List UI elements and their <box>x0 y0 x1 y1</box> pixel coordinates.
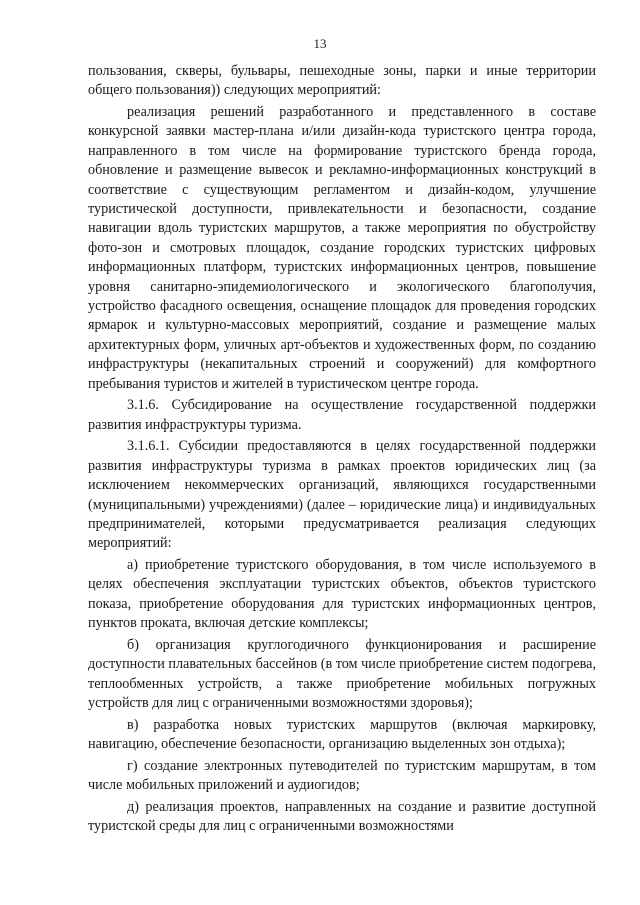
list-item-a: а) приобретение туристского оборудования, в том числе используемого в целях обеспечения эксплуатации туристских объектов, объектов туристского показа, приобретение оборудования для туристских информационных центров, пунктов проката, включая детские комплексы; <box>88 556 596 632</box>
list-item-g: г) создание электронных путеводителей по туристским маршрутам, в том числе мобильных приложений и аудиогидов; <box>88 757 596 793</box>
section-heading-3-1-6: 3.1.6. Субсидирование на осуществление государственной поддержки развития инфраструктуры туризма. <box>88 397 596 433</box>
list-item-v: в) разработка новых туристских маршрутов (включая маркировку, навигацию, обеспечение безопасности, организацию выделенных зон отдыха); <box>88 716 596 752</box>
list-item-d: д) реализация проектов, направленных на создание и развитие доступной туристской среды для лиц с ограниченными возможностями <box>88 798 596 834</box>
paragraph-master-plan: реализация решений разработанного и представленного в составе конкурсной заявки мастер-плана и/или дизайн-кода туристского центра города, направленного в том числе на формирование туристского бренда города, обновление и размещение вывесок и рекламно-информационных конструкций в соответствие с существующим регламентом и дизайн-кодом, улучшение туристической доступности, привлекательности и безопасности, создание навигации вдоль туристских маршрутов, а также мероприятия по обустройству фото-зон и смотровых площадок, создание городских туристских цифровых информационных платформ, туристских информационных центров, повышение уровня санитарно-эпидемиологического и экологического благополучия, устройство фасадного освещения, оснащение площадок для проведения городских ярмарок и культурно-массовых мероприятий, создание и размещение малых архитектурных форм, уличных арт-объектов и художественных форм, по созданию инфраструктуры (некапитальных строений и сооружений) для комфортного пребывания туристов и жителей в туристическом центре города. <box>88 104 596 392</box>
page-number: 13 <box>313 36 327 51</box>
paragraph-3-1-6-1: 3.1.6.1. Субсидии предоставляются в целях государственной поддержки развития инфраструктуры туризма в рамках проектов юридических лиц (за исключением некоммерческих организаций, являющихся государственными (муниципальными) учреждениями) (далее – юридические лица) и индивидуальных предпринимателей, которыми предусматривается реализация следующих мероприятий: <box>88 438 596 552</box>
document-body <box>88 62 596 839</box>
list-item-b: б) организация круглогодичного функционирования и расширение доступности плавательных бассейнов (в том числе приобретение систем подогрева, теплообменных устройств, а также приобретение мобильных погружных устройств для лиц с ограниченными возможностями здоровья); <box>88 636 596 711</box>
paragraph-continuation: пользования, скверы, бульвары, пешеходные зоны, парки и иные территории общего пользования)) следующих мероприятий: <box>88 63 596 99</box>
